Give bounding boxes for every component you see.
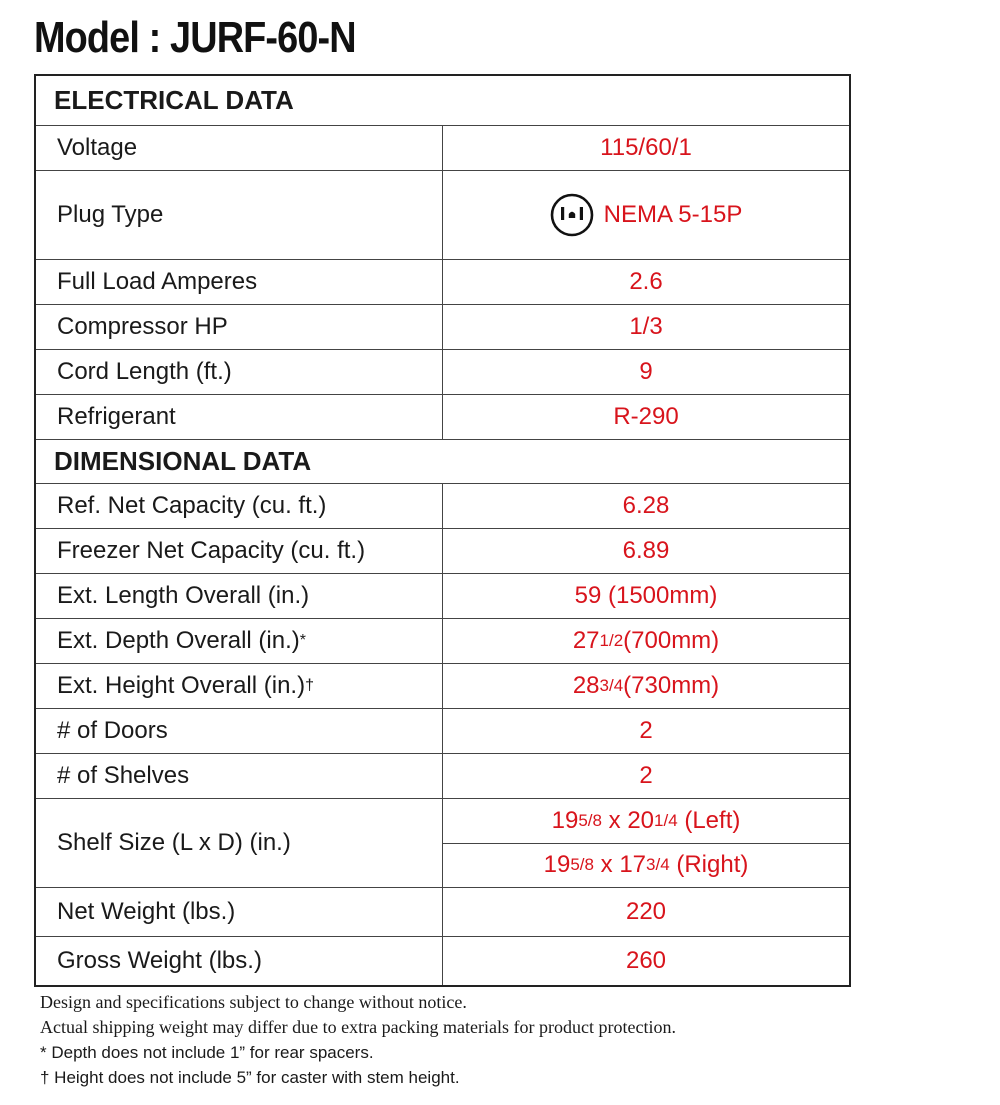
table-row-plug-type <box>36 170 849 259</box>
table-row-compressor-hp <box>36 304 849 349</box>
refrigerant-value: R-290 <box>613 403 679 430</box>
shelf-left-length-fraction: 5/8 <box>578 810 602 830</box>
shelf-left-length-whole: 19 <box>551 806 579 834</box>
footnotes <box>40 990 676 1090</box>
cord-length-value: 9 <box>639 358 653 385</box>
shelf-right-length-whole: 19 <box>543 851 571 879</box>
table-row-ext-length <box>36 573 849 618</box>
ext-height-fraction: 3/4 <box>599 676 624 695</box>
ext-height-label: Ext. Height Overall (in.) <box>57 672 306 699</box>
table-row-shelves <box>36 753 849 798</box>
table-row-ref-net-capacity <box>36 483 849 528</box>
table-row-freezer-net-capacity <box>36 528 849 573</box>
shelf-left-times: x <box>601 806 628 834</box>
gross-weight-label: Gross Weight (lbs.) <box>36 937 443 985</box>
ref-net-capacity-label: Ref. Net Capacity (cu. ft.) <box>36 484 443 528</box>
section-heading-label: ELECTRICAL DATA <box>54 85 294 115</box>
shelf-left-depth-fraction: 1/4 <box>654 810 678 830</box>
spec-table <box>34 74 851 987</box>
full-load-amperes-label: Full Load Amperes <box>36 260 443 304</box>
shelf-size-right-value <box>443 843 849 888</box>
ext-depth-mm: (700mm) <box>623 627 720 654</box>
compressor-hp-value: 1/3 <box>629 313 663 340</box>
shelf-left-side: (Left) <box>677 806 741 834</box>
net-weight-label: Net Weight (lbs.) <box>36 888 443 936</box>
ext-length-value: 59 (1500mm) <box>574 582 718 609</box>
shelf-size-values <box>443 799 849 887</box>
shelves-label: # of Shelves <box>36 754 443 798</box>
page-title: Model : JURF-60-N <box>34 13 356 62</box>
ext-length-label: Ext. Length Overall (in.) <box>36 574 443 618</box>
plug-icon <box>550 193 594 237</box>
footnote-line: * Depth does not include 1” for rear spacers. <box>40 1043 374 1062</box>
plug-type-label: Plug Type <box>36 171 443 259</box>
ext-depth-label-cell: Ext. Depth Overall (in.) * <box>36 619 443 663</box>
freezer-net-capacity-value: 6.89 <box>622 537 670 564</box>
doors-label: # of Doors <box>36 709 443 753</box>
full-load-amperes-value: 2.6 <box>629 268 663 295</box>
ext-depth-fraction: 1/2 <box>599 631 624 650</box>
section-heading-label: DIMENSIONAL DATA <box>54 446 312 476</box>
plug-type-value-cell <box>443 171 849 259</box>
shelf-right-length-fraction: 5/8 <box>570 855 594 875</box>
shelf-size-left-value <box>443 799 849 843</box>
table-row-voltage <box>36 125 849 170</box>
ext-depth-label: Ext. Depth Overall (in.) <box>57 627 300 654</box>
net-weight-value: 220 <box>625 898 667 925</box>
refrigerant-label: Refrigerant <box>36 395 443 439</box>
ext-height-value <box>443 664 849 708</box>
section-heading-dimensional <box>36 439 849 483</box>
shelf-right-side: (Right) <box>669 851 749 879</box>
gross-weight-value: 260 <box>625 947 667 974</box>
footnote-line: † Height does not include 5” for caster with stem height. <box>40 1068 460 1087</box>
table-row-net-weight <box>36 887 849 936</box>
shelf-right-depth-whole: 17 <box>619 851 647 879</box>
footnote-line: Actual shipping weight may differ due to extra packing materials for product protection. <box>40 1017 676 1037</box>
footnote-line: Design and specifications subject to change without notice. <box>40 992 467 1012</box>
table-row-ext-depth <box>36 618 849 663</box>
table-row-gross-weight <box>36 936 849 985</box>
ext-height-whole: 28 <box>572 672 600 699</box>
shelf-left-depth-whole: 20 <box>627 806 655 834</box>
cord-length-label: Cord Length (ft.) <box>36 350 443 394</box>
voltage-label: Voltage <box>36 126 443 170</box>
shelf-right-times: x <box>593 851 620 879</box>
voltage-value: 115/60/1 <box>600 134 692 161</box>
ext-height-mm: (730mm) <box>623 672 720 699</box>
ext-depth-value <box>443 619 849 663</box>
doors-value: 2 <box>639 717 653 744</box>
plug-type-value: NEMA 5-15P <box>603 201 743 228</box>
table-row-shelf-size <box>36 798 849 887</box>
table-row-cord-length <box>36 349 849 394</box>
section-heading-electrical <box>36 76 849 125</box>
table-row-refrigerant <box>36 394 849 439</box>
table-row-ext-height <box>36 663 849 708</box>
freezer-net-capacity-label: Freezer Net Capacity (cu. ft.) <box>36 529 443 573</box>
shelves-value: 2 <box>639 762 653 789</box>
ext-depth-whole: 27 <box>572 627 600 654</box>
shelf-right-depth-fraction: 3/4 <box>646 855 670 875</box>
compressor-hp-label: Compressor HP <box>36 305 443 349</box>
shelf-size-label: Shelf Size (L x D) (in.) <box>36 799 443 887</box>
ext-height-label-cell: Ext. Height Overall (in.) † <box>36 664 443 708</box>
ref-net-capacity-value: 6.28 <box>622 492 670 519</box>
table-row-doors <box>36 708 849 753</box>
table-row-full-load-amperes <box>36 259 849 304</box>
